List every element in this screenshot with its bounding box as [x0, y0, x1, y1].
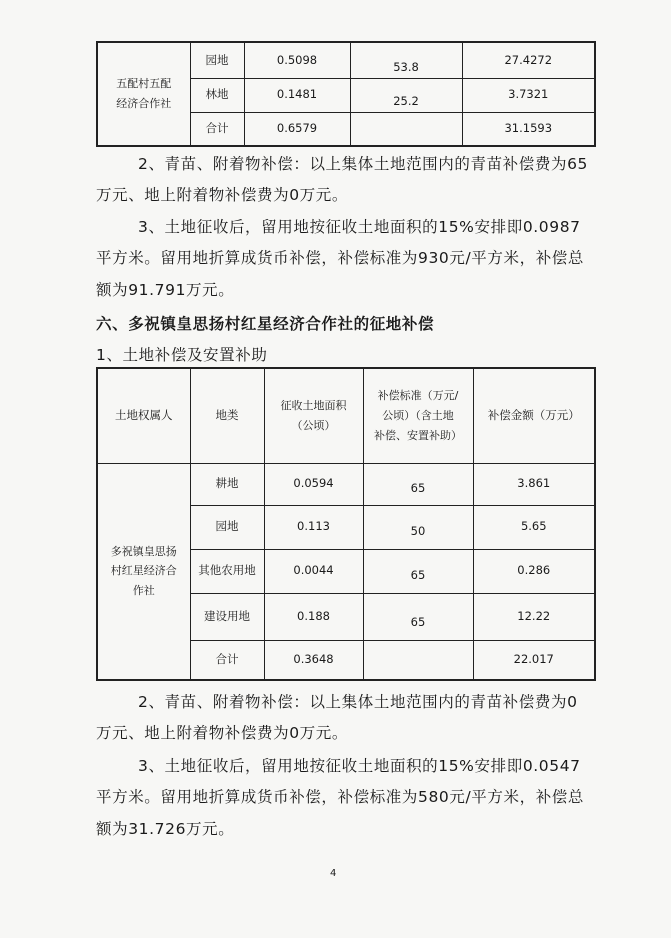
land-type-cell: 林地 — [190, 78, 244, 112]
standard-cell: 65 — [363, 593, 473, 640]
land-type-cell: 耕地 — [190, 463, 264, 505]
standard-cell — [363, 640, 473, 680]
land-type-cell: 合计 — [190, 112, 244, 146]
area-cell: 0.113 — [264, 505, 363, 549]
paragraph-line: 3、土地征收后，留用地按征收土地面积的15%安排即0.0547 — [138, 757, 581, 775]
amount-cell: 5.65 — [473, 505, 595, 549]
amount-cell: 3.861 — [473, 463, 595, 505]
section-heading: 六、多祝镇皇思扬村红星经济合作社的征地补偿 — [96, 315, 435, 333]
land-type-cell: 建设用地 — [190, 593, 264, 640]
page-number: 4 — [330, 868, 337, 879]
paragraph-line: 3、土地征收后，留用地按征收土地面积的15%安排即0.0987 — [138, 218, 581, 236]
paragraph-line: 2、青苗、附着物补偿：以上集体土地范围内的青苗补偿费为65 — [138, 155, 588, 173]
owner-cell: 多祝镇皇思扬 村红星经济合 作社 — [97, 463, 190, 680]
amount-cell: 3.7321 — [462, 78, 595, 112]
area-cell: 0.1481 — [244, 78, 350, 112]
standard-cell: 50 — [363, 505, 473, 549]
standard-cell: 25.2 — [350, 78, 462, 112]
standard-cell — [350, 112, 462, 146]
header-owner: 土地权属人 — [97, 368, 190, 463]
paragraph-line: 额为91.791万元。 — [96, 281, 235, 299]
paragraph-line: 1、土地补偿及安置补助 — [96, 346, 268, 364]
amount-cell: 0.286 — [473, 549, 595, 593]
owner-cell: 五配村五配 经济合作社 — [97, 42, 190, 146]
area-cell: 0.3648 — [264, 640, 363, 680]
paragraph-line: 平方米。留用地折算成货币补偿，补偿标准为930元/平方米，补偿总 — [96, 249, 585, 267]
amount-cell: 12.22 — [473, 593, 595, 640]
land-type-cell: 其他农用地 — [190, 549, 264, 593]
header-area: 征收土地面积 （公顷） — [264, 368, 363, 463]
land-type-cell: 园地 — [190, 505, 264, 549]
area-cell: 0.5098 — [244, 42, 350, 78]
area-cell: 0.0594 — [264, 463, 363, 505]
amount-cell: 27.4272 — [462, 42, 595, 78]
compensation-table-wupei — [96, 41, 596, 147]
area-cell: 0.6579 — [244, 112, 350, 146]
amount-cell: 31.1593 — [462, 112, 595, 146]
header-amount: 补偿金额（万元） — [473, 368, 595, 463]
standard-cell: 53.8 — [350, 42, 462, 78]
paragraph-line: 额为31.726万元。 — [96, 820, 235, 838]
compensation-table-hongxing — [96, 367, 596, 681]
header-land-type: 地类 — [190, 368, 264, 463]
area-cell: 0.0044 — [264, 549, 363, 593]
area-cell: 0.188 — [264, 593, 363, 640]
header-standard: 补偿标准（万元/ 公顷）（含土地 补偿、安置补助） — [363, 368, 473, 463]
standard-cell: 65 — [363, 549, 473, 593]
land-type-cell: 园地 — [190, 42, 244, 78]
paragraph-line: 2、青苗、附着物补偿：以上集体土地范围内的青苗补偿费为0 — [138, 693, 578, 711]
paragraph-line: 万元、地上附着物补偿费为0万元。 — [96, 724, 348, 742]
amount-cell: 22.017 — [473, 640, 595, 680]
paragraph-line: 万元、地上附着物补偿费为0万元。 — [96, 186, 348, 204]
land-type-cell: 合计 — [190, 640, 264, 680]
paragraph-line: 平方米。留用地折算成货币补偿，补偿标准为580元/平方米，补偿总 — [96, 788, 585, 806]
standard-cell: 65 — [363, 463, 473, 505]
